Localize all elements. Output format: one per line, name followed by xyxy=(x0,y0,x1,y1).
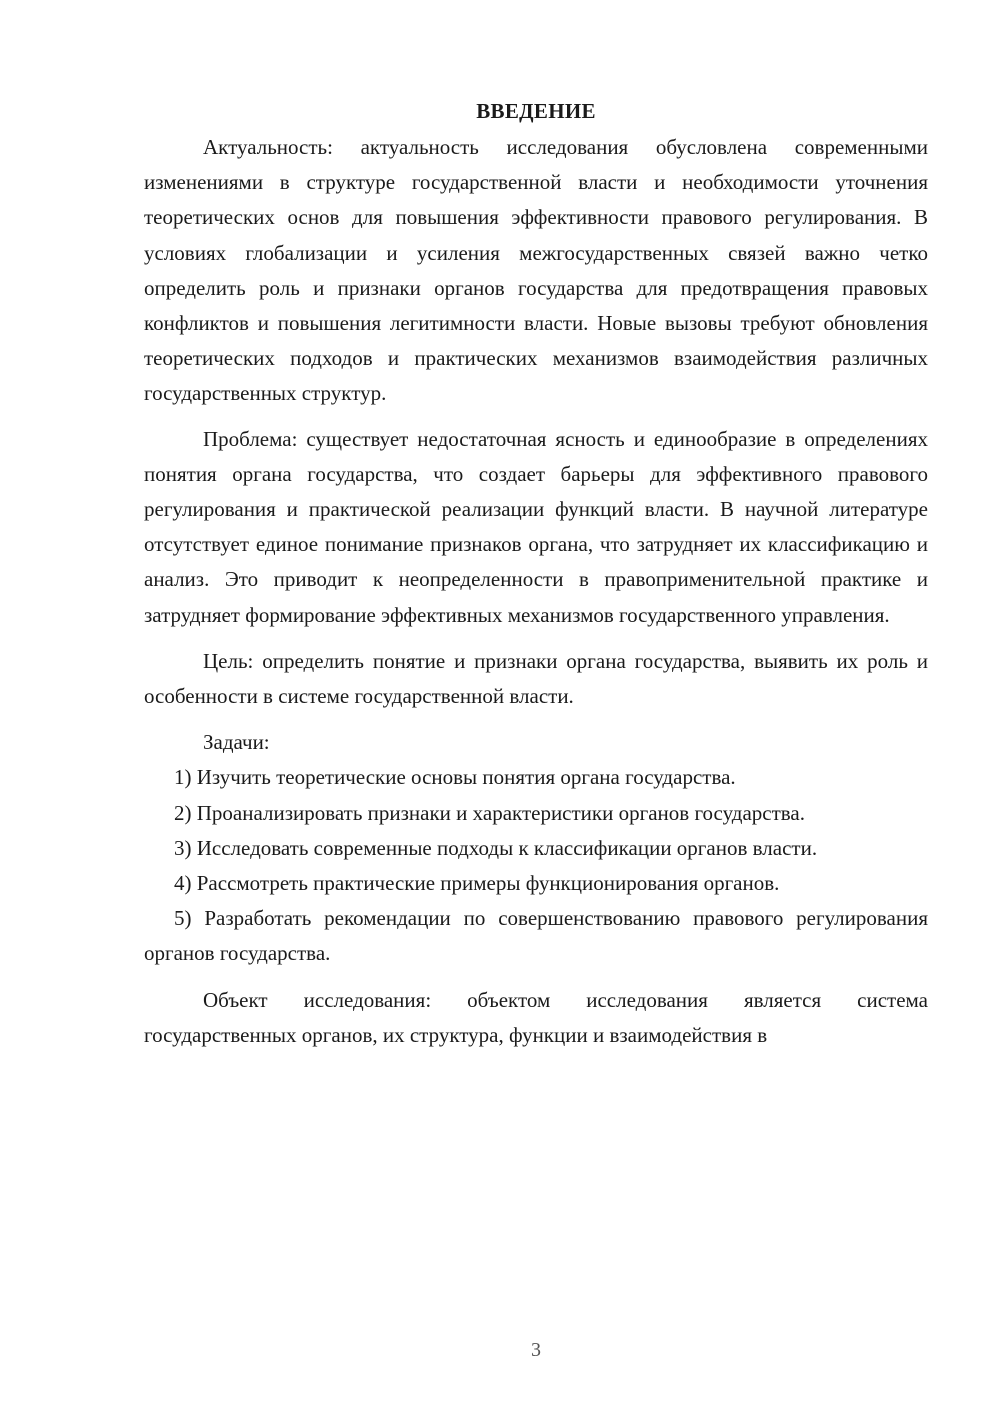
page-number: 3 xyxy=(531,1339,541,1361)
tasks-label: Задачи: xyxy=(203,730,270,755)
goal-paragraph: Цель: определить понятие и признаки органа государства, выявить их роль и особенности в системе государственной власти. xyxy=(144,648,928,709)
task-item: 3) Исследовать современные подходы к классификации органов власти. xyxy=(174,835,818,860)
task-item: 4) Рассмотреть практические примеры функционирования органов. xyxy=(174,871,780,896)
task-item: 5) Разработать рекомендации по совершенствованию правового регулирования органов государства. xyxy=(144,906,928,966)
task-item: 1) Изучить теоретические основы понятия органа государства. xyxy=(174,765,736,790)
relevance-paragraph: Актуальность: актуальность исследования обусловлена современными изменениями в структуре государственной власти и необходимости уточнения теоретических основ для повышения эффективности правового регулирования. В условиях глобализации и усиления межгосударственных связей важно четко определить роль и признаки органов государства для предотвращения правовых конфликтов и повышения легитимности власти. Новые вызовы требуют обновления теоретических подходов и практических механизмов взаимодействия различных государственных структур. xyxy=(144,135,928,406)
page-content xyxy=(144,94,928,1053)
problem-paragraph: Проблема: существует недостаточная ясность и единообразие в определениях понятия органа государства, что создает барьеры для эффективного правового регулирования и практической реализации функций власти. В научной литературе отсутствует единое понимание признаков органа, что затрудняет их классификацию и анализ. Это приводит к неопределенности в правоприменительной практике и затрудняет формирование эффективных механизмов государственного управления. xyxy=(144,426,928,627)
section-heading: ВВЕДЕНИЕ xyxy=(476,99,596,123)
object-paragraph: Объект исследования: объектом исследования является система государственных органов, их структура, функции и взаимодействия в xyxy=(144,987,928,1047)
task-item: 2) Проанализировать признаки и характеристики органов государства. xyxy=(174,800,805,825)
